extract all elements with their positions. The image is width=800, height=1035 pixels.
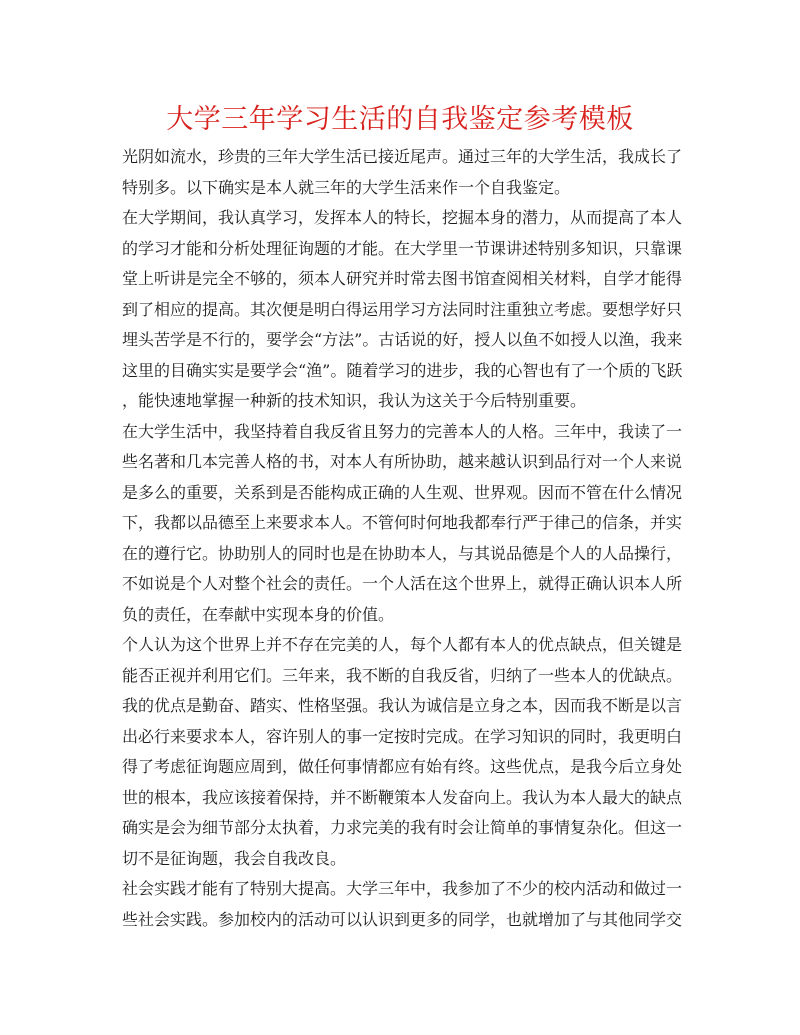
paragraph <box>122 203 682 417</box>
document-title: 大学三年学习生活的自我鉴定参考模板 <box>166 104 634 135</box>
paragraph-line: 的学习才能和分析处理征询题的才能。在大学里一节课讲述特别多知识，只靠课 <box>122 238 683 258</box>
paragraph <box>122 417 682 631</box>
paragraph <box>122 142 682 203</box>
paragraph-line: 个人认为这个世界上并不存在完美的人，每个人都有本人的优点缺点，但关键是 <box>122 635 683 654</box>
paragraph-line: 在的遵行它。协助别人的同时也是在协助本人，与其说品德是个人的人品操行， <box>122 543 683 563</box>
paragraph-line: 社会实践才能有了特别大提高。大学三年中，我参加了不少的校内活动和做过一 <box>122 879 683 898</box>
paragraph-line: 确实是会为细节部分太执着，力求完美的我有时会让简单的事情复杂化。但这一 <box>122 818 683 837</box>
paragraph-line: ，能快速地掌握一种新的技术知识，我认为这关于今后特别重要。 <box>122 391 587 410</box>
paragraph-line: 特别多。以下确实是本人就三年的大学生活来作一个自我鉴定。 <box>122 177 571 197</box>
paragraph-line: 世的根本，我应该接着保持，并不断鞭策本人发奋向上。我认为本人最大的缺点 <box>122 787 683 807</box>
paragraph-line: 光阴如流水，珍贵的三年大学生活已接近尾声。通过三年的大学生活，我成长了 <box>122 147 683 166</box>
paragraph-line: 切不是征询题，我会自我改良。 <box>122 848 347 868</box>
document-body <box>122 142 682 935</box>
paragraph-line: 出必行来要求本人，容许别人的事一定按时完成。在学习知识的同时，我更明白 <box>122 726 683 746</box>
paragraph-line: 些社会实践。参加校内的活动可以认识到更多的同学，也就增加了与其他同学交 <box>122 909 683 929</box>
paragraph-line: 在大学期间，我认真学习，发挥本人的特长，挖掘本身的潜力，从而提高了本人 <box>122 208 683 227</box>
paragraph-line: 些名著和几本完善人格的书，对本人有所协助，越来越认识到品行对一个人来说 <box>122 452 683 471</box>
paragraph-line: 埋头苦学是不行的，要学会“方法”。古话说的好，授人以鱼不如授人以渔，我来 <box>122 330 683 349</box>
paragraph-line: 负的责任，在奉献中实现本身的价值。 <box>122 604 395 624</box>
paragraph-line: 在大学生活中，我坚持着自我反省且努力的完善本人的人格。三年中，我读了一 <box>122 421 683 441</box>
paragraph-line: 这里的目确实实是要学会“渔”。随着学习的进步，我的心智也有了一个质的飞跃 <box>122 360 683 380</box>
paragraph-line: 到了相应的提高。其次便是明白得运用学习方法同时注重独立考虑。要想学好只 <box>122 299 683 319</box>
paragraph-line: 我的优点是勤奋、踏实、性格坚强。我认为诚信是立身之本，因而我不断是以言 <box>122 696 683 715</box>
paragraph-line: 下，我都以品德至上来要求本人。不管何时何地我都奉行严于律己的信条，并实 <box>122 513 683 532</box>
paragraph-line: 能否正视并利用它们。三年来，我不断的自我反省，归纳了一些本人的优缺点。 <box>122 665 683 685</box>
paragraph-line: 堂上听讲是完全不够的，须本人研究并时常去图书馆查阅相关材料，自学才能得 <box>122 269 683 288</box>
paragraph-line: 得了考虑征询题应周到，做任何事情都应有始有终。这些优点，是我今后立身处 <box>122 757 683 776</box>
paragraph-line: 是多么的重要，关系到是否能构成正确的人生观、世界观。因而不管在什么情况 <box>122 482 683 502</box>
paragraph <box>122 630 682 874</box>
paragraph-line: 不如说是个人对整个社会的责任。一个人活在这个世界上，就得正确认识本人所 <box>122 574 683 593</box>
paragraph <box>122 874 682 935</box>
